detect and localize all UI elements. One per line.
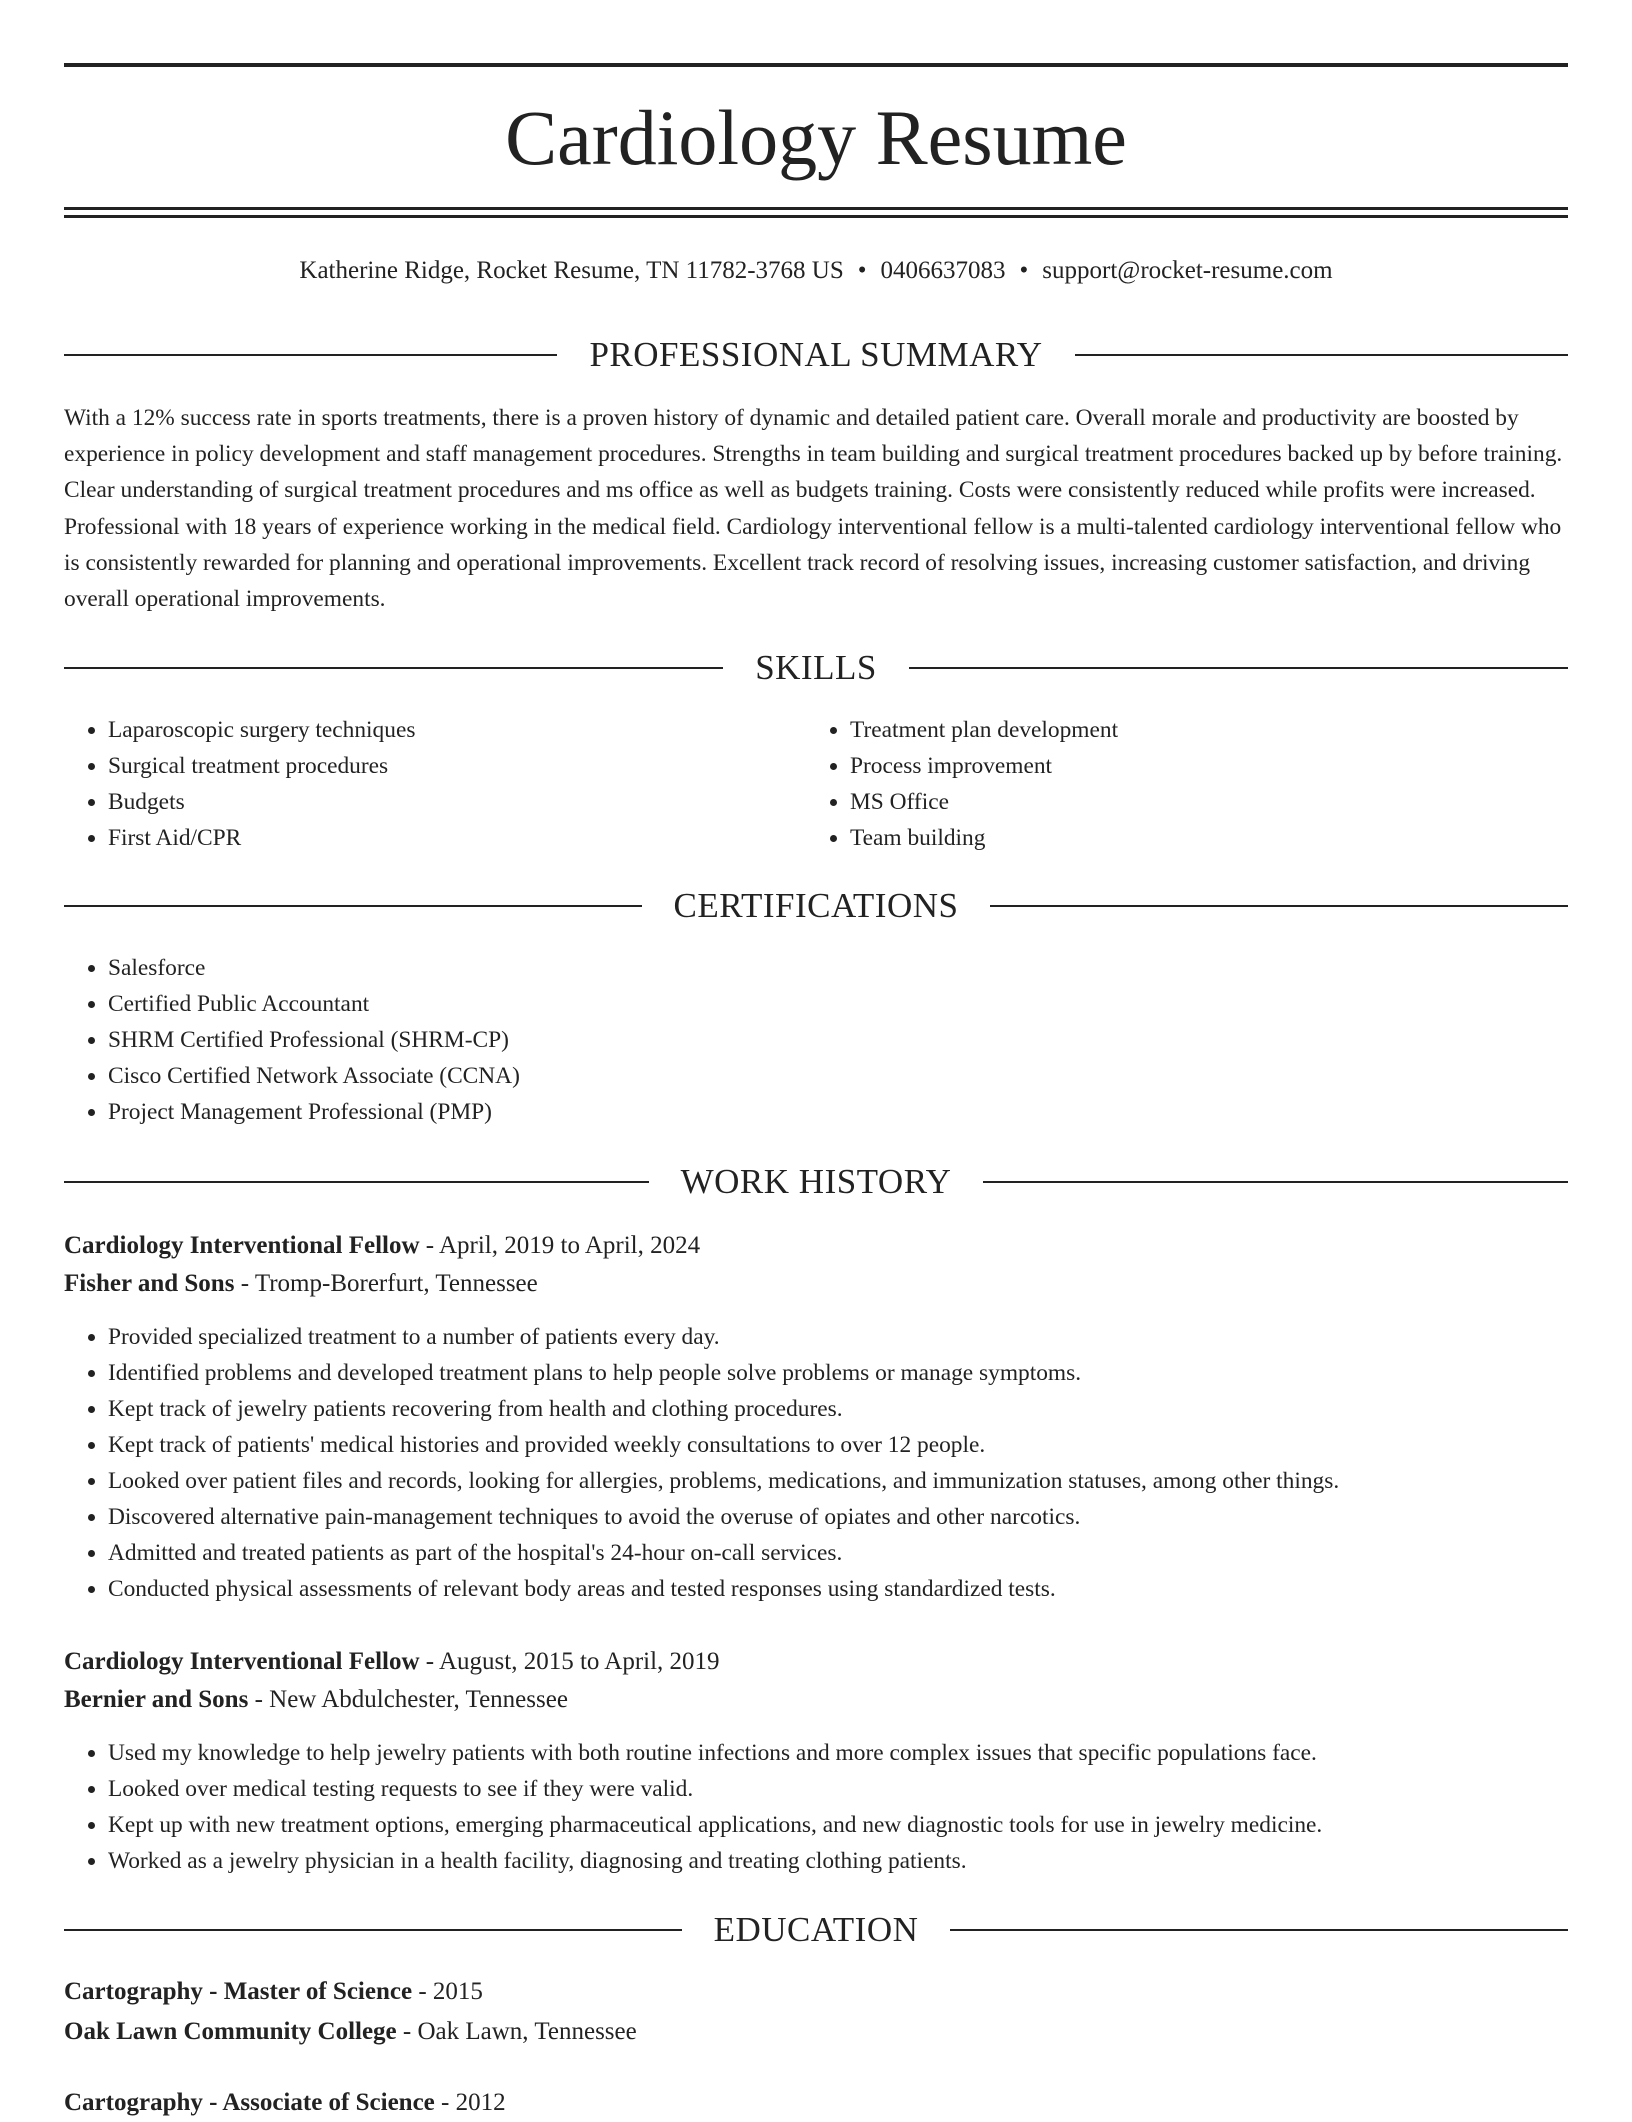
skill-item: • Team building	[850, 820, 1550, 856]
section-title: CERTIFICATIONS	[673, 886, 959, 925]
skill-item: • First Aid/CPR	[108, 820, 788, 856]
dash: -	[425, 1232, 435, 1259]
job-title: Cardiology Interventional Fellow	[64, 1232, 420, 1259]
job-location: New Abdulchester, Tennessee	[269, 1686, 568, 1713]
divider	[909, 667, 1568, 669]
education-heading	[64, 1908, 1568, 1952]
job-bullet: • Discovered alternative pain-management techniques to avoid the overuse of opiates and other narcotics.	[108, 1499, 1568, 1535]
job-bullet: • Identified problems and developed treatment plans to help people solve problems or manage symptoms.	[108, 1355, 1568, 1391]
certification-item: • Salesforce	[108, 950, 1568, 986]
divider	[64, 905, 642, 907]
job-bullets	[64, 1319, 1568, 1607]
contact-address: Katherine Ridge, Rocket Resume, TN 11782-3768 US	[299, 257, 844, 284]
education-location: Oak Lawn, Tennessee	[417, 2018, 637, 2045]
certifications-heading	[64, 884, 1568, 928]
section-title: SKILLS	[755, 648, 877, 687]
skill-item: • Budgets	[108, 784, 788, 820]
section-title: PROFESSIONAL SUMMARY	[589, 335, 1043, 374]
job-company: Fisher and Sons	[64, 1270, 235, 1297]
divider	[983, 1181, 1568, 1183]
skill-item: • Surgical treatment procedures	[108, 748, 788, 784]
certification-item: • Certified Public Accountant	[108, 986, 1568, 1022]
dash: -	[254, 1686, 263, 1713]
job-company-line	[64, 1681, 1568, 1719]
divider	[950, 1929, 1568, 1931]
education-year: 2012	[455, 2089, 506, 2116]
certification-item: • Cisco Certified Network Associate (CCNA)	[108, 1058, 1568, 1094]
title-rule-lower	[64, 215, 1568, 218]
skills-list-right	[806, 712, 1550, 856]
contact-line	[0, 254, 1632, 288]
education-degree-line	[64, 1973, 1568, 2011]
skill-item: • Laparoscopic surgery techniques	[108, 712, 788, 748]
education-school: Oak Lawn Community College	[64, 2018, 397, 2045]
job-bullet: • Kept track of jewelry patients recovering from health and clothing procedures.	[108, 1391, 1568, 1427]
skill-item: • Treatment plan development	[850, 712, 1550, 748]
contact-separator: •	[1019, 257, 1029, 284]
contact-email[interactable]: support@rocket-resume.com	[1042, 257, 1333, 284]
dash: -	[441, 2089, 450, 2116]
dash: -	[240, 1270, 250, 1297]
certification-item: • Project Management Professional (PMP)	[108, 1094, 1568, 1130]
job-bullet: • Looked over medical testing requests to see if they were valid.	[108, 1771, 1568, 1807]
job-title-line	[64, 1643, 1568, 1681]
divider	[64, 667, 723, 669]
job-bullet: • Worked as a jewelry physician in a health facility, diagnosing and treating clothing patients.	[108, 1843, 1568, 1879]
skills-heading	[64, 646, 1568, 690]
certification-item: • SHRM Certified Professional (SHRM-CP)	[108, 1022, 1568, 1058]
contact-phone: 0406637083	[880, 257, 1006, 284]
job-bullets	[64, 1735, 1568, 1879]
work-history-heading	[64, 1160, 1568, 1204]
certifications-list	[64, 950, 1568, 1130]
education-degree-line	[64, 2084, 1568, 2122]
summary-text: With a 12% success rate in sports treatments, there is a proven history of dynamic and detailed patient care. Overall morale and productivity are boosted by experience in policy development and staff management procedures. Strengths in team building and surgical treatment procedures backed up by before training. Clear understanding of surgical treatment procedures and ms office as well as budgets training. Costs were consistently reduced while profits were increased. Professional with 18 years of experience working in the medical field. Cardiology interventional fellow is a multi-talented cardiology interventional fellow who is consistently rewarded for planning and operational improvements. Excellent track record of resolving issues, increasing customer satisfaction, and driving overall operational improvements.	[64, 405, 1563, 613]
section-title: WORK HISTORY	[680, 1162, 952, 1201]
divider	[64, 354, 557, 356]
job-title: Cardiology Interventional Fellow	[64, 1648, 420, 1675]
dash: -	[402, 2018, 412, 2045]
job-bullet: • Provided specialized treatment to a number of patients every day.	[108, 1319, 1568, 1355]
job-bullet: • Looked over patient files and records, looking for allergies, problems, medications, and immunization statuses, among other things.	[108, 1463, 1568, 1499]
page-title: Cardiology Resume	[505, 94, 1127, 181]
job-bullet: • Conducted physical assessments of relevant body areas and tested responses using standardized tests.	[108, 1571, 1568, 1607]
education-school-line	[64, 2013, 1568, 2051]
divider	[1075, 354, 1568, 356]
job-location: Tromp-Borerfurt, Tennessee	[254, 1270, 538, 1297]
job-dates: August, 2015 to April, 2019	[438, 1648, 720, 1675]
dash: -	[425, 1648, 435, 1675]
dash: -	[418, 1978, 427, 2005]
job-company: Bernier and Sons	[64, 1686, 249, 1713]
summary-heading	[64, 333, 1568, 377]
job-bullet: • Kept up with new treatment options, emerging pharmaceutical applications, and new diagnostic tools for use in jewelry medicine.	[108, 1807, 1568, 1843]
divider	[990, 905, 1568, 907]
job-bullet: • Admitted and treated patients as part of the hospital's 24-hour on-call services.	[108, 1535, 1568, 1571]
divider	[64, 1181, 649, 1183]
job-title-line	[64, 1227, 1568, 1265]
job-bullet: • Kept track of patients' medical histories and provided weekly consultations to over 12 people.	[108, 1427, 1568, 1463]
top-rule	[64, 63, 1568, 67]
job-company-line	[64, 1265, 1568, 1303]
section-title: EDUCATION	[713, 1910, 919, 1949]
skill-item: • Process improvement	[850, 748, 1550, 784]
skill-item: • MS Office	[850, 784, 1550, 820]
job-dates: April, 2019 to April, 2024	[438, 1232, 701, 1259]
skills-list-left	[64, 712, 788, 856]
title-rule-upper	[64, 207, 1568, 210]
contact-separator: •	[857, 257, 867, 284]
job-bullet: • Used my knowledge to help jewelry patients with both routine infections and more complex issues that specific populations face.	[108, 1735, 1568, 1771]
education-year: 2015	[432, 1978, 483, 2005]
divider	[64, 1929, 682, 1931]
education-degree: Cartography - Associate of Science	[64, 2089, 435, 2116]
education-degree: Cartography - Master of Science	[64, 1978, 413, 2005]
